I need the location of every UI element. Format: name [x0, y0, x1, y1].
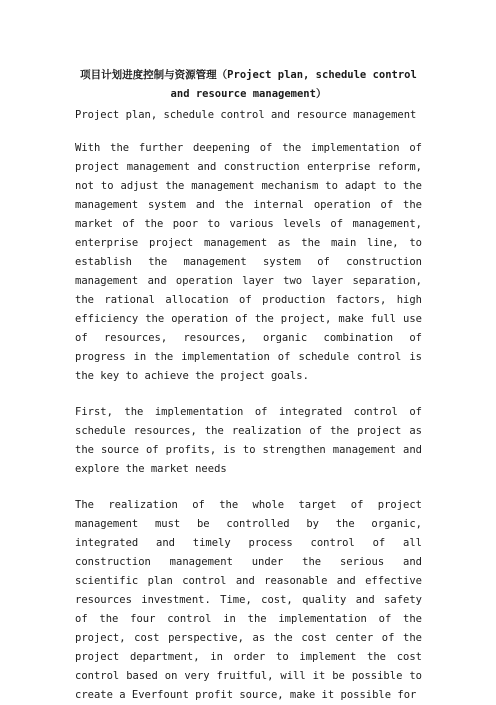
- document-title: 项目计划进度控制与资源管理（Project plan, schedule control and resource management）: [80, 69, 417, 100]
- paragraph-1: With the further deepening of the implementation of project management and construction enterprise reform, not to adjust the management mechanism to adapt to the management system and the internal operation of the market of the poor to various levels of management, enterprise project management as the main line, to establish the management system of construction management and operation layer two layer separation, the rational allocation of production factors, high efficiency the operation of the project, make full use of resources, resources, organic combination of progress in the implementation of schedule control is the key to achieve the project goals.: [75, 142, 422, 382]
- document-body: [75, 66, 422, 705]
- document-subtitle: Project plan, schedule control and resource management: [75, 109, 417, 121]
- paragraph-3: The realization of the whole target of project management must be controlled by the organic, integrated and timely process control of all construction management under the serious and scientific plan control and reasonable and effective resources investment. Time, cost, quality and safety of the four control in the implementation of the project, cost perspective, as the cost center of the project department, in order to implement the cost control based on very fruitful, will it be possible to create a Everfount profit source, make it possible for: [75, 499, 422, 701]
- paragraph-2: First, the implementation of integrated control of schedule resources, the realization of the project as the source of profits, is to strengthen management and explore the market needs: [75, 406, 422, 475]
